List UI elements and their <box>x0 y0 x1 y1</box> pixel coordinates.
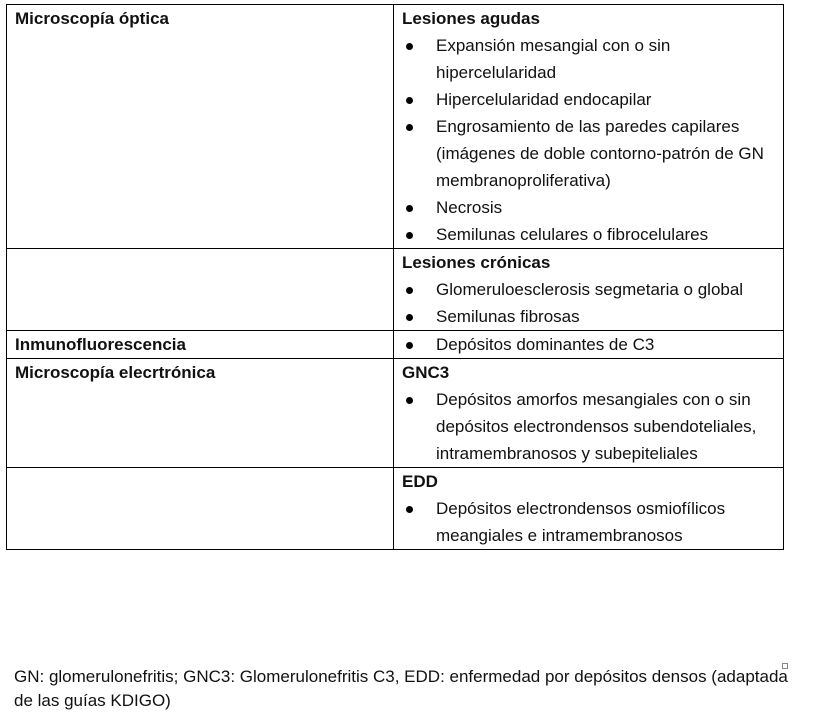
row-content <box>394 359 784 468</box>
table-row <box>7 359 784 468</box>
bullet-item <box>402 32 775 86</box>
bullet-text: Necrosis <box>436 198 503 217</box>
bullet-item <box>402 86 775 113</box>
bullet-icon <box>406 314 413 321</box>
bullet-icon <box>406 232 413 239</box>
bullet-icon <box>406 43 413 50</box>
row-label: Inmunofluorescencia <box>7 331 394 359</box>
row-label: Microscopía óptica <box>7 5 394 249</box>
table-row <box>7 5 784 249</box>
bullet-text: Hipercelularidad endocapilar <box>436 90 652 109</box>
footnote: GN: glomerulonefritis; GNC3: Glomerulonefritis C3, EDD: enfermedad por depósitos densos (adaptada de las guías KDIGO) <box>14 667 788 710</box>
table-row <box>7 331 784 359</box>
bullet-list <box>402 32 775 248</box>
row-label: Microscopía elecrtrónica <box>7 359 394 468</box>
bullet-item <box>402 386 775 467</box>
table-row <box>7 468 784 550</box>
bullet-icon <box>406 287 413 294</box>
table-row <box>7 249 784 331</box>
row-label <box>7 468 394 550</box>
bullet-text: Glomeruloesclerosis segmetaria o global <box>436 280 744 299</box>
bullet-item <box>402 276 775 303</box>
bullet-item <box>402 495 775 549</box>
section-heading: EDD <box>402 472 438 491</box>
bullet-item <box>402 113 775 194</box>
findings-table <box>6 4 784 550</box>
section-heading: GNC3 <box>402 363 450 382</box>
bullet-text: Depósitos dominantes de C3 <box>436 335 655 354</box>
row-label <box>7 249 394 331</box>
row-content <box>394 249 784 331</box>
bullet-list <box>402 495 775 549</box>
bullet-item <box>402 303 775 330</box>
row-content <box>394 468 784 550</box>
row-content <box>394 331 784 359</box>
section-heading: Lesiones crónicas <box>402 253 551 272</box>
bullet-text: Depósitos electrondensos osmiofílicos meangiales e intramembranosos <box>436 499 726 545</box>
bullet-item <box>402 221 775 248</box>
bullet-list <box>402 276 775 330</box>
bullet-list <box>402 331 775 358</box>
bullet-icon <box>406 506 413 513</box>
bullet-icon <box>406 342 413 349</box>
row-content <box>394 5 784 249</box>
bullet-text: Engrosamiento de las paredes capilares (imágenes de doble contorno-patrón de GN membranoproliferativa) <box>436 117 764 190</box>
bullet-list <box>402 386 775 467</box>
section-heading: Lesiones agudas <box>402 9 540 28</box>
bullet-icon <box>406 124 413 131</box>
bullet-text: Semilunas fibrosas <box>436 307 580 326</box>
bullet-icon <box>406 97 413 104</box>
bullet-icon <box>406 205 413 212</box>
bullet-text: Expansión mesangial con o sin hipercelularidad <box>436 36 671 82</box>
bullet-icon <box>406 397 413 404</box>
bullet-text: Depósitos amorfos mesangiales con o sin depósitos electrondensos subendoteliales, intramembranosos y subepiteliales <box>436 390 757 463</box>
bullet-item <box>402 194 775 221</box>
bullet-text: Semilunas celulares o fibrocelulares <box>436 225 709 244</box>
bullet-item <box>402 331 775 358</box>
